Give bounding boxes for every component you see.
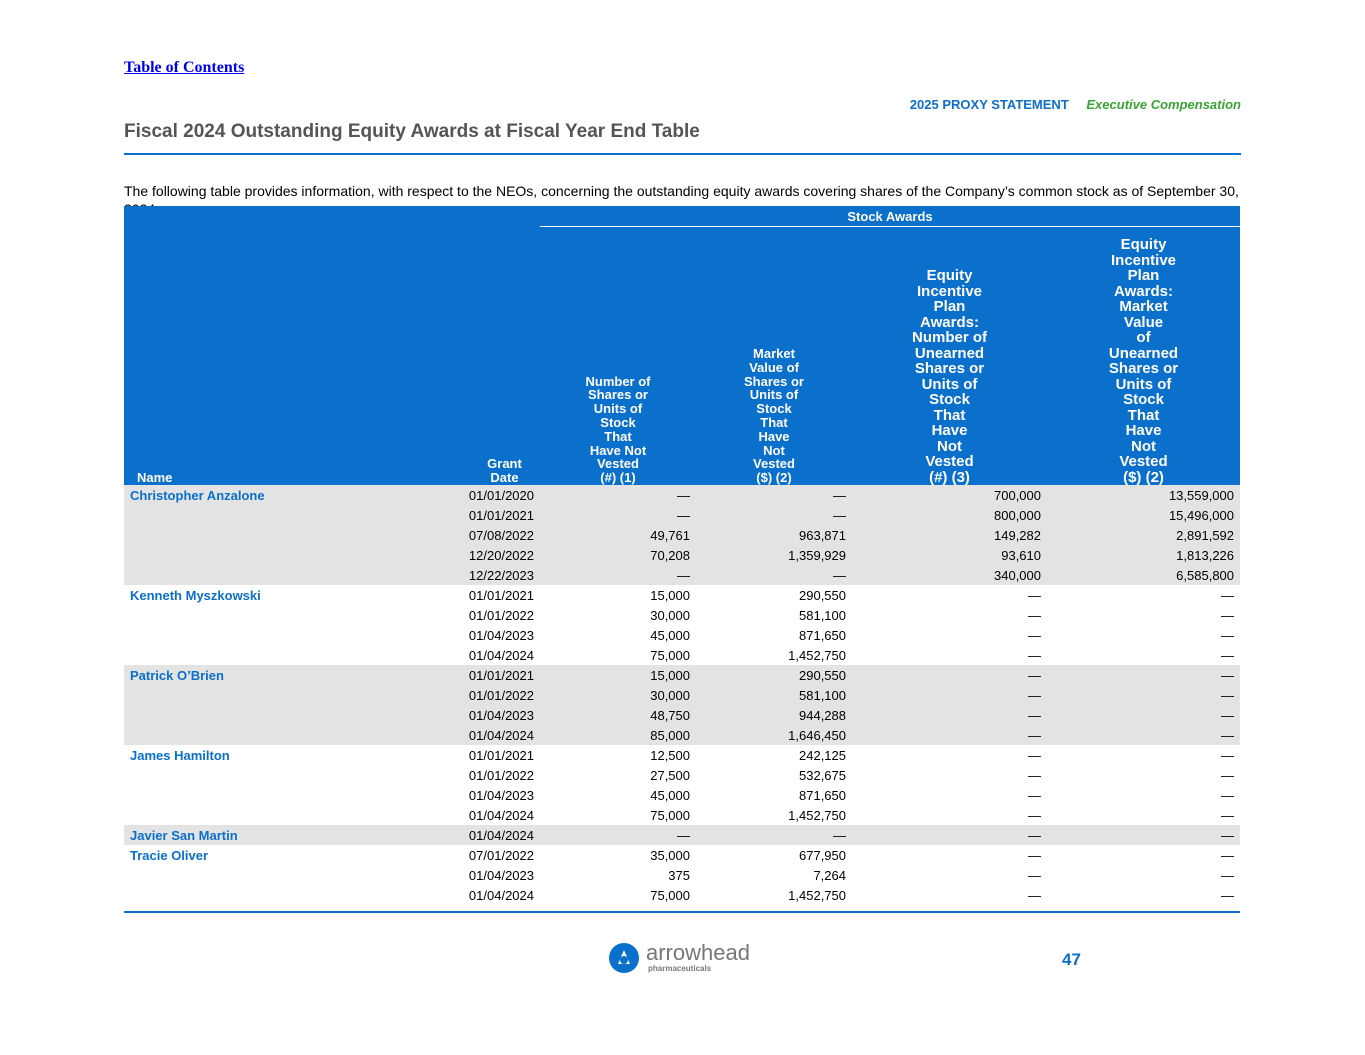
header-line: Vested [925, 453, 974, 470]
eip-value-cell: — [1047, 885, 1240, 905]
logo-brand-text: arrowhead [646, 940, 750, 965]
header-line: Shares or [744, 373, 804, 389]
grant-date-cell: 01/01/2022 [389, 605, 540, 625]
header-line: Number of [585, 373, 651, 389]
table-row [124, 485, 1240, 505]
header-line: Market [753, 346, 795, 362]
header-line: Stock [600, 415, 636, 431]
page-number: 47 [1062, 950, 1081, 969]
header-line: Units of [921, 375, 978, 393]
shares-not-vested-cell: 15,000 [540, 585, 696, 605]
header-line: Shares or [588, 387, 648, 403]
eip-value-cell: 1,813,226 [1047, 545, 1240, 565]
eip-shares-cell: 149,282 [852, 525, 1047, 545]
shares-not-vested-cell: — [540, 505, 696, 525]
eip-value-cell: — [1047, 665, 1240, 685]
header-line: Plan [1127, 267, 1160, 284]
shares-not-vested-cell: 15,000 [540, 665, 696, 685]
executive-name: Kenneth Myszkowski [124, 585, 389, 605]
column-header-row [124, 227, 1240, 486]
shares-not-vested-cell: 75,000 [540, 805, 696, 825]
value-not-vested-cell: 1,359,929 [696, 545, 852, 565]
header-line: That [1127, 406, 1160, 424]
header-line: Awards: [1114, 282, 1173, 300]
value-not-vested-cell: 581,100 [696, 685, 852, 705]
title-divider [124, 153, 1241, 155]
value-not-vested-cell: 1,452,750 [696, 645, 852, 665]
executive-name-blank [124, 765, 389, 785]
executive-name: James Hamilton [124, 745, 389, 765]
eip-shares-cell: — [852, 865, 1047, 885]
table-row [124, 745, 1240, 765]
shares-not-vested-cell: 49,761 [540, 525, 696, 545]
grant-date-cell: 12/20/2022 [389, 545, 540, 565]
executive-name-blank [124, 685, 389, 705]
eip-shares-cell: 340,000 [852, 565, 1047, 585]
table-row [124, 685, 1240, 705]
table-row [124, 865, 1240, 885]
executive-name: Javier San Martin [124, 825, 389, 845]
executive-name-blank [124, 645, 389, 665]
executive-group [124, 745, 1240, 825]
eip-shares-cell: — [852, 685, 1047, 705]
header-line: Stock [756, 401, 792, 417]
value-not-vested-cell: 242,125 [696, 745, 852, 765]
executive-name-blank [124, 505, 389, 525]
grant-date-cell: 01/01/2021 [389, 665, 540, 685]
group-header-blank [124, 206, 540, 227]
eip-shares-cell: — [852, 625, 1047, 645]
header-line: (#) (1) [600, 470, 636, 486]
grant-date-cell: 12/22/2023 [389, 565, 540, 585]
value-not-vested-cell: 532,675 [696, 765, 852, 785]
shares-not-vested-cell: 375 [540, 865, 696, 885]
header-line: Date [490, 470, 519, 486]
executive-name: Christopher Anzalone [124, 485, 389, 505]
value-not-vested-cell: 7,264 [696, 865, 852, 885]
header-line: Market [1119, 298, 1168, 315]
eip-shares-cell: — [852, 605, 1047, 625]
grant-date-cell: 01/01/2021 [389, 745, 540, 765]
eip-value-cell: 15,496,000 [1047, 505, 1240, 525]
table-row [124, 705, 1240, 725]
shares-not-vested-cell: 30,000 [540, 605, 696, 625]
grant-date-cell: 01/01/2021 [389, 505, 540, 525]
eip-value-cell: 6,585,800 [1047, 565, 1240, 585]
executive-group [124, 485, 1240, 585]
grant-date-cell: 01/04/2023 [389, 625, 540, 645]
value-not-vested-cell: — [696, 485, 852, 505]
header-line: Vested [597, 456, 639, 472]
eip-value-cell: — [1047, 625, 1240, 645]
header-line: Have [758, 428, 790, 444]
eip-value-cell: — [1047, 685, 1240, 705]
header-line: Grant [487, 456, 522, 472]
table-of-contents-link[interactable]: Table of Contents [124, 59, 245, 76]
shares-not-vested-cell: — [540, 825, 696, 845]
header-line: ($) (2) [1123, 468, 1164, 486]
shares-not-vested-cell: 45,000 [540, 785, 696, 805]
value-not-vested-cell: 963,871 [696, 525, 852, 545]
eip-value-cell: — [1047, 645, 1240, 665]
eip-shares-cell: — [852, 765, 1047, 785]
executive-name-blank [124, 565, 389, 585]
eip-shares-cell: — [852, 805, 1047, 825]
executive-name-blank [124, 785, 389, 805]
table-row [124, 885, 1240, 905]
eip-value-column-header [1047, 227, 1240, 486]
value-not-vested-cell: 1,452,750 [696, 885, 852, 905]
executive-name-blank [124, 545, 389, 565]
table-row [124, 845, 1240, 865]
eip-value-cell: — [1047, 865, 1240, 885]
header-line: Units of [749, 387, 799, 403]
eip-shares-cell: — [852, 825, 1047, 845]
eip-value-cell: 13,559,000 [1047, 485, 1240, 505]
eip-value-cell: — [1047, 705, 1240, 725]
eip-shares-cell: — [852, 665, 1047, 685]
grant-date-cell: 01/01/2020 [389, 485, 540, 505]
table-row [124, 725, 1240, 745]
grant-date-cell: 01/04/2024 [389, 885, 540, 905]
value-not-vested-cell: — [696, 505, 852, 525]
grant-date-cell: 07/01/2022 [389, 845, 540, 865]
table-row [124, 605, 1240, 625]
shares-not-vested-cell: — [540, 485, 696, 505]
eip-shares-cell: — [852, 785, 1047, 805]
table-row [124, 825, 1240, 845]
header-line: Stock [1123, 391, 1164, 408]
table-row [124, 545, 1240, 565]
executive-name-blank [124, 705, 389, 725]
header-line: Equity [1120, 236, 1167, 253]
header-line: Incentive [1110, 251, 1177, 269]
name-column-header: Name [124, 227, 389, 486]
shares-not-vested-column-header [540, 227, 696, 486]
running-header [910, 97, 1241, 112]
shares-not-vested-cell: 30,000 [540, 685, 696, 705]
grant-date-cell: 01/04/2024 [389, 645, 540, 665]
header-line: Units of [593, 401, 643, 417]
grant-date-cell: 01/01/2022 [389, 765, 540, 785]
header-line: Not [1131, 437, 1156, 455]
header-line: That [604, 428, 632, 444]
header-line: That [933, 406, 966, 424]
eip-value-cell: — [1047, 825, 1240, 845]
eip-value-cell: — [1047, 745, 1240, 765]
value-not-vested-cell: 290,550 [696, 665, 852, 685]
value-not-vested-cell: 290,550 [696, 585, 852, 605]
header-line: (#) (3) [929, 468, 970, 486]
executive-name-blank [124, 885, 389, 905]
shares-not-vested-cell: 45,000 [540, 625, 696, 645]
header-line: Stock [929, 391, 970, 408]
logo-sub-text: pharmaceuticals [648, 964, 712, 973]
table-row [124, 665, 1240, 685]
value-not-vested-cell: 677,950 [696, 845, 852, 865]
table-row [124, 585, 1240, 605]
eip-value-cell: — [1047, 605, 1240, 625]
eip-shares-cell: — [852, 645, 1047, 665]
grant-date-cell: 01/04/2023 [389, 865, 540, 885]
intro-paragraph: The following table provides information, with respect to the NEOs, concerning the outstanding equity awards covering shares of the Company’s common stock as of September 30, [124, 183, 1239, 199]
eip-shares-cell: 700,000 [852, 485, 1047, 505]
executive-name-blank [124, 865, 389, 885]
eip-shares-cell: — [852, 885, 1047, 905]
proxy-statement-label: 2025 PROXY STATEMENT [909, 97, 1069, 112]
grant-date-cell: 01/01/2022 [389, 685, 540, 705]
value-not-vested-cell: 581,100 [696, 605, 852, 625]
table-row [124, 785, 1240, 805]
executive-name-blank [124, 605, 389, 625]
grant-date-cell: 01/01/2021 [389, 585, 540, 605]
grant-date-cell: 01/04/2023 [389, 785, 540, 805]
shares-not-vested-cell: 12,500 [540, 745, 696, 765]
header-line: Shares or [914, 360, 985, 377]
shares-not-vested-cell: 35,000 [540, 845, 696, 865]
executive-name-blank [124, 725, 389, 745]
executive-name: Tracie Oliver [124, 845, 389, 865]
stock-awards-header: Stock Awards [540, 206, 1240, 227]
grant-date-cell: 01/04/2023 [389, 705, 540, 725]
table-row [124, 625, 1240, 645]
header-line: Have [931, 422, 968, 439]
grant-date-cell: 01/04/2024 [389, 825, 540, 845]
value-not-vested-cell: 944,288 [696, 705, 852, 725]
value-not-vested-cell: — [696, 565, 852, 585]
section-label: Executive Compensation [1086, 97, 1241, 112]
header-line: Plan [933, 298, 966, 315]
eip-shares-column-header [852, 227, 1047, 486]
executive-name-blank [124, 805, 389, 825]
header-line: Not [937, 437, 962, 455]
value-not-vested-column-header [696, 227, 852, 486]
eip-value-cell: — [1047, 845, 1240, 865]
table-row [124, 525, 1240, 545]
grant-date-column-header [389, 227, 540, 486]
header-line: Units of [1115, 375, 1172, 393]
eip-value-cell: — [1047, 785, 1240, 805]
shares-not-vested-cell: 75,000 [540, 885, 696, 905]
value-not-vested-cell: 1,452,750 [696, 805, 852, 825]
header-line: Not [763, 442, 785, 458]
header-line: Incentive [916, 282, 983, 300]
header-line: Vested [753, 456, 795, 472]
header-line: Value [1123, 313, 1164, 331]
table-row [124, 505, 1240, 525]
eip-shares-cell: — [852, 585, 1047, 605]
shares-not-vested-cell: 27,500 [540, 765, 696, 785]
table-row [124, 765, 1240, 785]
eip-value-cell: — [1047, 765, 1240, 785]
eip-shares-cell: 93,610 [852, 545, 1047, 565]
shares-not-vested-cell: 48,750 [540, 705, 696, 725]
eip-value-cell: — [1047, 805, 1240, 825]
executive-name: Patrick O’Brien [124, 665, 389, 685]
eip-value-cell: — [1047, 725, 1240, 745]
table-row [124, 645, 1240, 665]
eip-shares-cell: 800,000 [852, 505, 1047, 525]
header-line: Unearned [914, 344, 985, 362]
executive-name-blank [124, 625, 389, 645]
eip-value-cell: — [1047, 585, 1240, 605]
header-line: of [1136, 329, 1151, 346]
value-not-vested-cell: 871,650 [696, 785, 852, 805]
eip-shares-cell: — [852, 705, 1047, 725]
value-not-vested-cell: — [696, 825, 852, 845]
shares-not-vested-cell: — [540, 565, 696, 585]
header-line: Vested [1119, 453, 1168, 470]
grant-date-cell: 01/04/2024 [389, 725, 540, 745]
header-line: Have Not [589, 442, 647, 458]
header-line: Have [1125, 422, 1162, 439]
table-row [124, 565, 1240, 585]
header-line: That [760, 415, 788, 431]
header-line: Number of [912, 329, 987, 346]
header-line: Unearned [1108, 344, 1179, 362]
table-bottom-rule [124, 911, 1240, 913]
value-not-vested-cell: 1,646,450 [696, 725, 852, 745]
grant-date-cell: 01/04/2024 [389, 805, 540, 825]
table-row [124, 805, 1240, 825]
equity-awards-table [124, 206, 1240, 905]
eip-shares-cell: — [852, 745, 1047, 765]
arrowhead-logo [608, 940, 768, 976]
executive-group [124, 585, 1240, 665]
shares-not-vested-cell: 85,000 [540, 725, 696, 745]
executive-group [124, 825, 1240, 845]
eip-shares-cell: — [852, 845, 1047, 865]
header-line: Equity [926, 267, 973, 284]
eip-value-cell: 2,891,592 [1047, 525, 1240, 545]
shares-not-vested-cell: 70,208 [540, 545, 696, 565]
executive-name-blank [124, 525, 389, 545]
header-line: Shares or [1108, 360, 1179, 377]
executive-group [124, 665, 1240, 745]
page-title: Fiscal 2024 Outstanding Equity Awards at Fiscal Year End Table [124, 121, 700, 142]
header-line: Value of [749, 359, 799, 375]
shares-not-vested-cell: 75,000 [540, 645, 696, 665]
value-not-vested-cell: 871,650 [696, 625, 852, 645]
group-header-row [124, 206, 1240, 227]
executive-group [124, 845, 1240, 905]
header-line: ($) (2) [756, 470, 792, 486]
eip-shares-cell: — [852, 725, 1047, 745]
grant-date-cell: 07/08/2022 [389, 525, 540, 545]
header-line: Awards: [920, 313, 979, 331]
